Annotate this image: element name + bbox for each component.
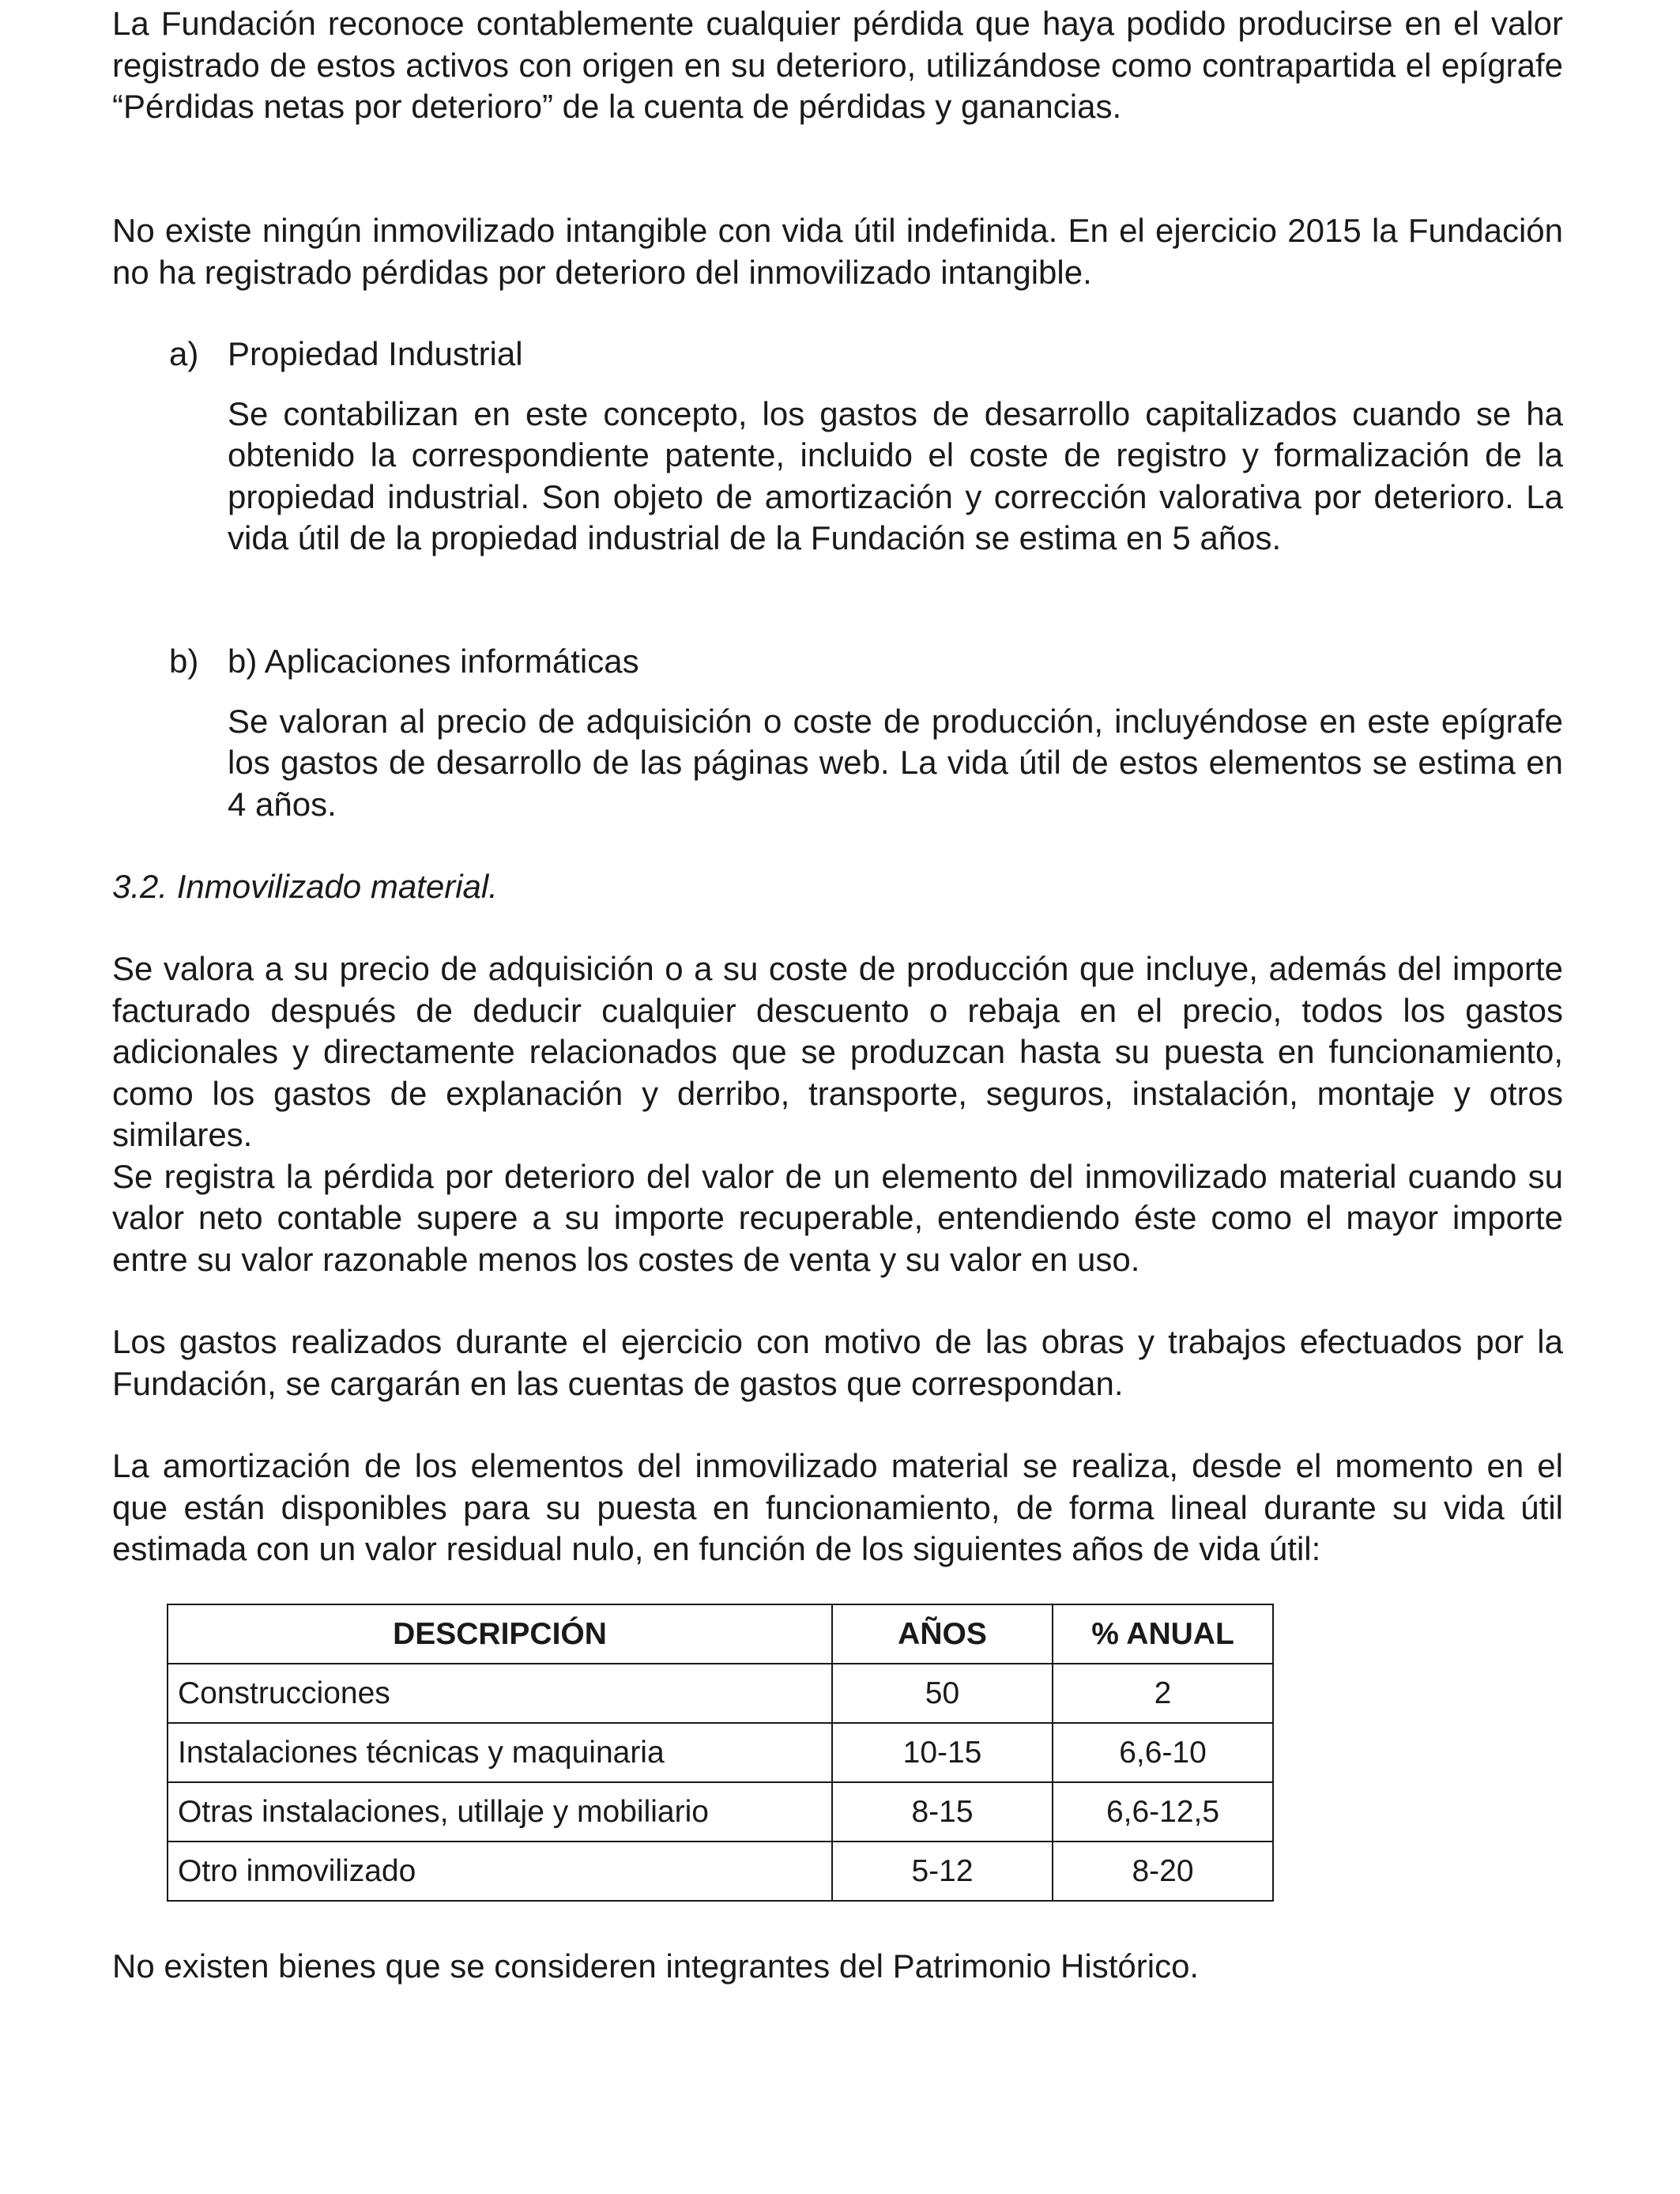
list-marker-b: b) xyxy=(169,643,199,680)
table-cell-descripcion: Otro inmovilizado xyxy=(168,1842,832,1901)
list-title-aplicaciones-informaticas: b) Aplicaciones informáticas xyxy=(228,643,639,680)
paragraph-deterioro-contable: La Fundación reconoce contablemente cualquier pérdida que haya podido producirse en el valor registrado de estos activos con origen en su deterioro, utilizándose como contrapartida el epígrafe “Pérdidas netas por deterioro” de la cuenta de pérdidas y ganancias. xyxy=(112,5,1563,125)
list-item-a xyxy=(112,334,1563,560)
paragraph-amortizacion: La amortización de los elementos del inmovilizado material se realiza, desde el momento en el que están disponibles para su puesta en funcionamiento, de forma lineal durante su vida útil estimada con un valor residual nulo, en función de los siguientes años de vida útil: xyxy=(112,1447,1563,1567)
section-body xyxy=(112,948,1563,1280)
table-row xyxy=(168,1664,1273,1723)
paragraph-perdida-deterioro: Se registra la pérdida por deterioro del valor de un elemento del inmovilizado material cuando su valor neto contable supere a su importe recuperable, entendiendo éste como el mayor importe entre su valor razonable menos los costes de venta y su valor en uso. xyxy=(112,1157,1563,1278)
table-cell-anual: 6,6-10 xyxy=(1053,1723,1273,1782)
vida-util-table xyxy=(167,1604,1274,1902)
paragraph-valoracion: Se valora a su precio de adquisición o a su coste de producción que incluye, además del importe facturado después de deducir cualquier descuento o rebaja en el precio, todos los gastos adicionales y directamente relacionados que se produzcan hasta su puesta en funcionamiento, como los gastos de explanación y derribo, transporte, seguros, instalación, montaje y otros similares. xyxy=(112,950,1563,1153)
table-cell-anos: 50 xyxy=(832,1664,1053,1723)
list-title-propiedad-industrial: Propiedad Industrial xyxy=(228,335,523,372)
table-cell-descripcion: Construcciones xyxy=(168,1664,832,1723)
paragraph-gastos-obras: Los gastos realizados durante el ejercicio con motivo de las obras y trabajos efectuados por la Fundación, se cargarán en las cuentas de gastos que correspondan. xyxy=(112,1323,1563,1402)
column-header-descripcion: DESCRIPCIÓN xyxy=(168,1604,832,1664)
list-heading-propiedad-industrial xyxy=(112,334,1563,375)
paragraph-patrimonio-historico: No existen bienes que se consideren integrantes del Patrimonio Histórico. xyxy=(112,1947,1200,1985)
section-title-inmovilizado-material: 3.2. Inmovilizado material. xyxy=(112,868,498,905)
list-heading-aplicaciones-informaticas xyxy=(112,641,1563,683)
table-cell-anual: 6,6-12,5 xyxy=(1053,1782,1273,1842)
table-cell-anos: 8-15 xyxy=(832,1782,1053,1842)
list-marker-a: a) xyxy=(169,335,199,372)
list-body-propiedad-industrial: Se contabilizan en este concepto, los gastos de desarrollo capitalizados cuando se ha obtenido la correspondiente patente, incluido el coste de registro y formalización de la propiedad industrial. Son objeto de amortización y corrección valorativa por deterioro. La vida útil de la propiedad industrial de la Fundación se estima en 5 años. xyxy=(228,394,1563,556)
table-cell-anual: 8-20 xyxy=(1053,1842,1273,1901)
table-row xyxy=(168,1842,1273,1901)
column-header-anual: % ANUAL xyxy=(1053,1604,1273,1664)
table-row xyxy=(168,1782,1273,1842)
table-cell-anos: 5-12 xyxy=(832,1842,1053,1901)
column-header-anos: AÑOS xyxy=(832,1604,1053,1664)
table-header-row xyxy=(168,1604,1273,1664)
list-item-b xyxy=(112,641,1563,825)
list-body-aplicaciones-informaticas: Se valoran al precio de adquisición o coste de producción, incluyéndose en este epígrafe los gastos de desarrollo de las páginas web. La vida útil de estos elementos se estima en 4 años. xyxy=(228,702,1563,823)
paragraph-vida-util-indefinida: No existe ningún inmovilizado intangible con vida útil indefinida. En el ejercicio 2015 la Fundación no ha registrado pérdidas por deterioro del inmovilizado intangible. xyxy=(112,212,1563,291)
table-cell-anual: 2 xyxy=(1053,1664,1273,1723)
table-cell-anos: 10-15 xyxy=(832,1723,1053,1782)
table-row xyxy=(168,1723,1273,1782)
table-cell-descripcion: Otras instalaciones, utillaje y mobiliario xyxy=(168,1782,832,1842)
table-cell-descripcion: Instalaciones técnicas y maquinaria xyxy=(168,1723,832,1782)
